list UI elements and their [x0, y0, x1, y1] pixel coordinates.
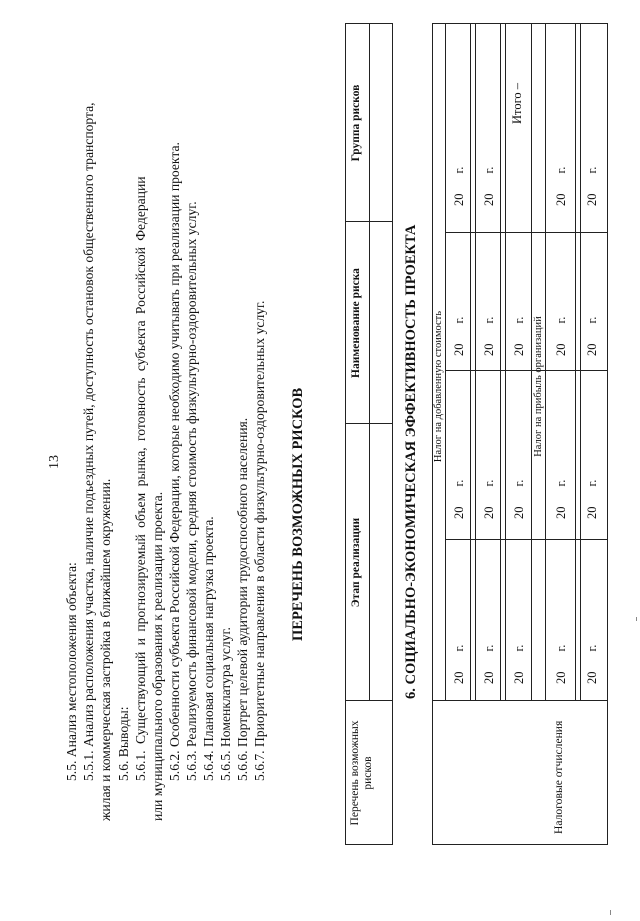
- body-line: 5.6.6. Портрет целевой аудитории трудоспособного населения.: [235, 417, 250, 781]
- body-line: 5.6.4. Плановая социальная нагрузка проекта.: [201, 516, 216, 781]
- risks-col-stage: Этап реализации: [350, 517, 362, 608]
- year-cell: 20г.: [512, 644, 526, 684]
- year-cell: 20г.: [554, 166, 568, 206]
- body-line: 5.6.2. Особенности субъекта Российской Федерации, которые необходимо учитывать при реализации проекта.: [167, 142, 182, 781]
- tax-row-label: Налоговые отчисления: [552, 720, 565, 834]
- body-line: 5.5. Анализ местоположения объекта:: [64, 562, 79, 781]
- year-cell: 20г.: [452, 166, 466, 206]
- profit-tax-group-label: Налог на прибыль организаций: [533, 316, 544, 457]
- efficiency-heading: 6. СОЦИАЛЬНО-ЭКОНОМИЧЕСКАЯ ЭФФЕКТИВНОСТЬ ПРОЕКТА: [403, 224, 419, 699]
- body-line: 5.6.7. Приоритетные направления в области физкультурно-оздоровительных услуг.: [252, 300, 267, 781]
- page-number: 13: [47, 455, 62, 469]
- year-cell: 20г.: [554, 644, 568, 684]
- body-line: 5.5.1. Анализ расположения участка, наличие подъездных путей, доступность остановок общественного транспорта,: [81, 102, 96, 781]
- risks-table: [345, 23, 393, 845]
- body-line: или муниципального образования к реализации проекта.: [150, 491, 165, 821]
- year-cell: 20г.: [482, 166, 496, 206]
- year-cell: 20г.: [482, 479, 496, 519]
- risks-heading: ПЕРЕЧЕНЬ ВОЗМОЖНЫХ РИСКОВ: [290, 387, 306, 641]
- year-cell: 20г.: [585, 316, 599, 356]
- body-line: 5.6.3. Реализуемость финансовой модели, средняя стоимость физкультурно-оздоровительных услуг.: [184, 201, 199, 781]
- efficiency-table: [432, 23, 608, 845]
- year-cell: 20г.: [482, 644, 496, 684]
- risks-col-list: Перечень возможных рисков: [349, 720, 375, 826]
- year-cell: 20г.: [554, 316, 568, 356]
- year-cell: 20г.: [554, 479, 568, 519]
- year-cell: 20г.: [452, 479, 466, 519]
- vat-group-label: Налог на добавленную стоимость: [433, 310, 444, 463]
- risks-col-name: Наименование риска: [350, 268, 362, 378]
- scan-mark: [610, 910, 611, 915]
- year-cell: 20г.: [585, 166, 599, 206]
- risks-col-group: Группа рисков: [350, 84, 362, 162]
- year-cell: 20г.: [452, 316, 466, 356]
- year-cell: 20г.: [482, 316, 496, 356]
- body-line: 5.6.1. Существующий и прогнозируемый объем рынка, готовность субъекта Российской Федерации: [133, 176, 148, 781]
- year-cell: 20г.: [512, 479, 526, 519]
- scan-mark: [636, 617, 637, 621]
- body-line: жилая и коммерческая застройка в ближайшем окружении.: [98, 478, 113, 821]
- year-cell: 20г.: [512, 316, 526, 356]
- year-cell: 20г.: [452, 644, 466, 684]
- year-cell: 20г.: [585, 479, 599, 519]
- body-line: 5.6. Выводы:: [116, 706, 131, 781]
- total-label: Итого –: [510, 82, 524, 124]
- year-cell: 20г.: [585, 644, 599, 684]
- body-line: 5.6.5. Номенклатура услуг.: [218, 627, 233, 781]
